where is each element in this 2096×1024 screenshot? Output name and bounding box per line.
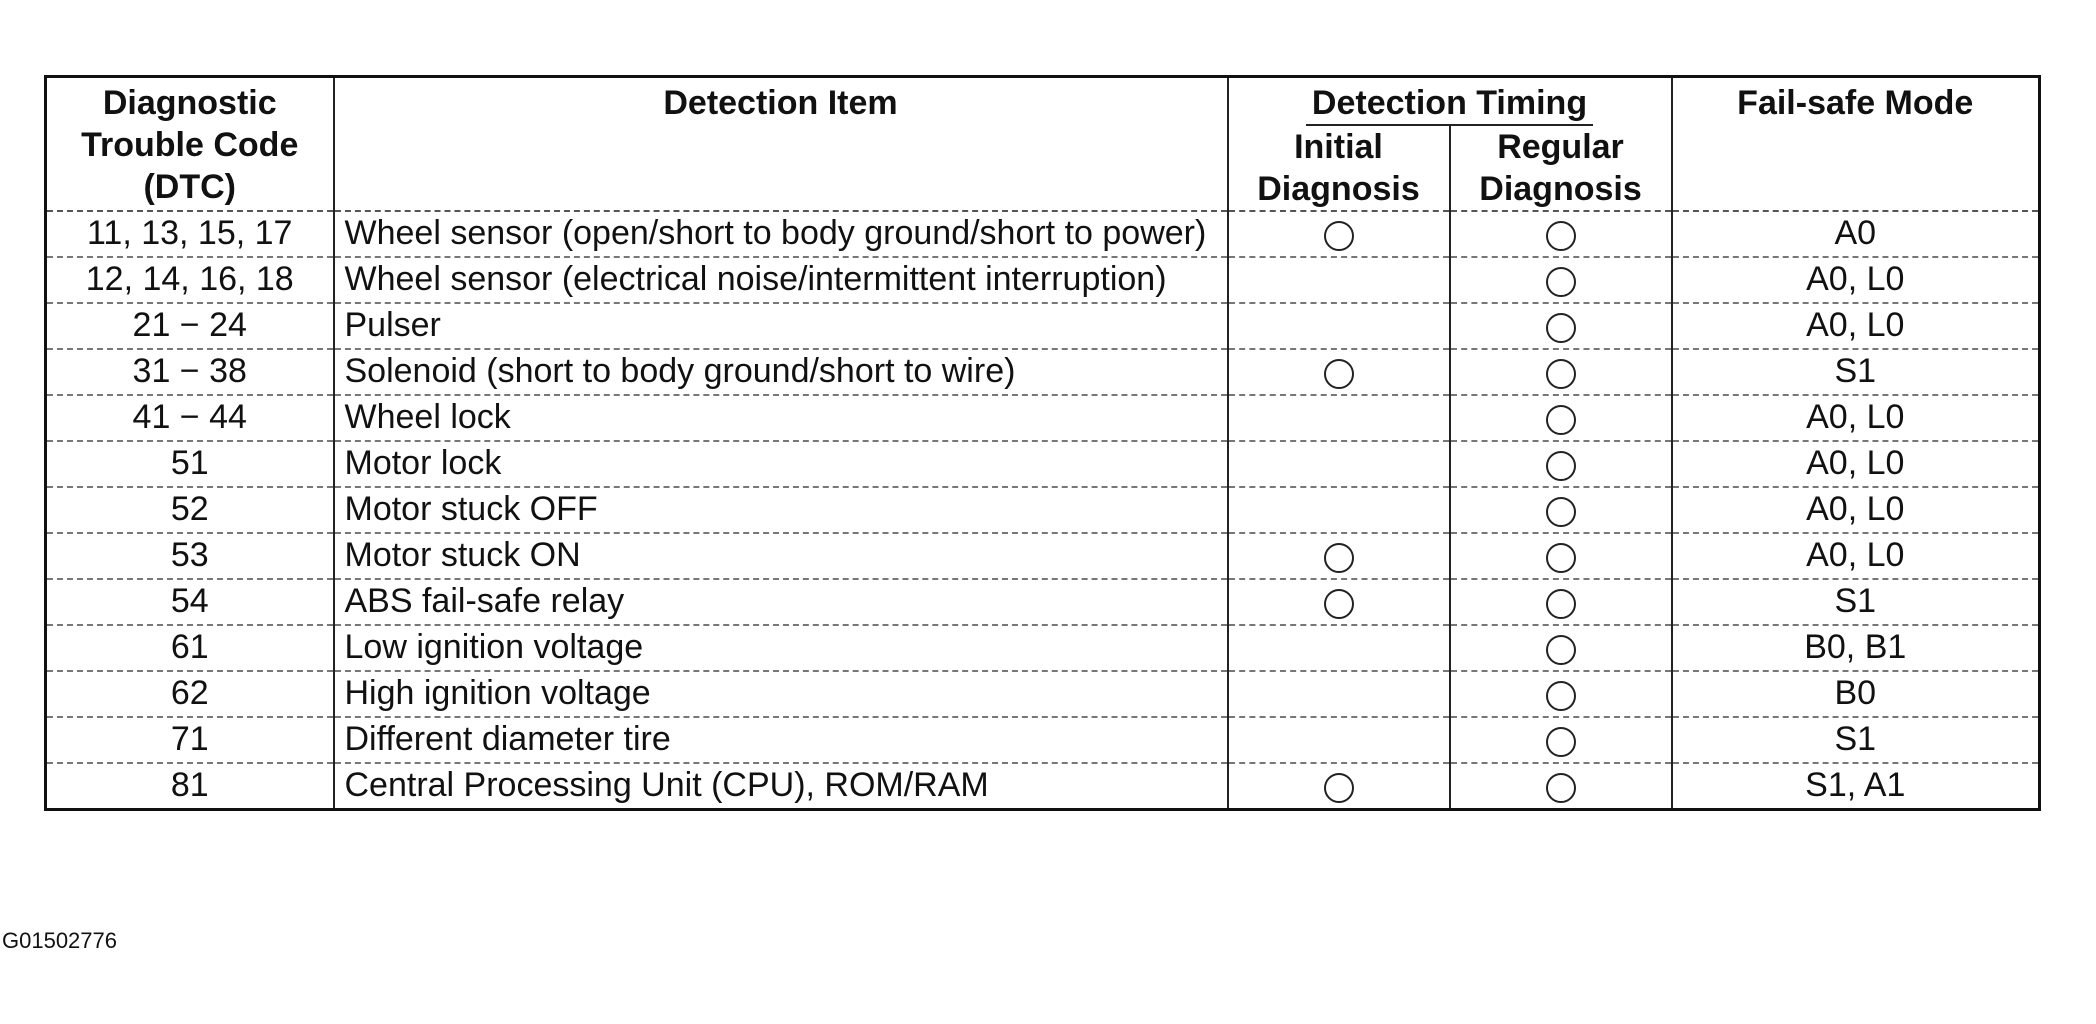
circle-icon (1546, 681, 1576, 711)
dtc-code: 62 (46, 671, 334, 717)
failsafe-mode: A0, L0 (1672, 257, 2040, 303)
header-detection-item: Detection Item (334, 77, 1228, 212)
dtc-code: 12, 14, 16, 18 (46, 257, 334, 303)
circle-icon (1546, 267, 1576, 297)
table-row (46, 717, 2040, 763)
failsafe-mode: A0, L0 (1672, 487, 2040, 533)
regular-diagnosis-cell (1450, 257, 1672, 303)
circle-icon (1546, 773, 1576, 803)
circle-icon (1324, 221, 1354, 251)
regular-diagnosis-cell (1450, 487, 1672, 533)
failsafe-mode: S1 (1672, 579, 2040, 625)
table-row (46, 441, 2040, 487)
dtc-table (44, 75, 2041, 811)
table-row (46, 487, 2040, 533)
detection-item: Different diameter tire (334, 717, 1228, 763)
detection-item: Motor stuck OFF (334, 487, 1228, 533)
initial-diagnosis-cell (1228, 671, 1450, 717)
initial-diagnosis-cell (1228, 625, 1450, 671)
header-detection-timing (1228, 77, 1672, 127)
initial-diagnosis-cell (1228, 717, 1450, 763)
circle-icon (1546, 359, 1576, 389)
initial-diagnosis-cell (1228, 303, 1450, 349)
table-row (46, 211, 2040, 257)
circle-icon (1324, 543, 1354, 573)
failsafe-mode: A0, L0 (1672, 441, 2040, 487)
header-initial-diagnosis: Initial Diagnosis (1228, 126, 1450, 211)
regular-diagnosis-cell (1450, 349, 1672, 395)
detection-item: Motor stuck ON (334, 533, 1228, 579)
dtc-code: 31 − 38 (46, 349, 334, 395)
failsafe-mode: A0, L0 (1672, 303, 2040, 349)
circle-icon (1324, 589, 1354, 619)
initial-diagnosis-cell (1228, 349, 1450, 395)
detection-item: Pulser (334, 303, 1228, 349)
circle-icon (1324, 773, 1354, 803)
table-row (46, 763, 2040, 810)
table-row (46, 349, 2040, 395)
table-header (46, 77, 2040, 212)
table-row (46, 671, 2040, 717)
table-body (46, 211, 2040, 810)
regular-diagnosis-cell (1450, 763, 1672, 810)
detection-item: Motor lock (334, 441, 1228, 487)
detection-item: ABS fail-safe relay (334, 579, 1228, 625)
detection-item: Wheel sensor (electrical noise/intermittent interruption) (334, 257, 1228, 303)
circle-icon (1546, 543, 1576, 573)
table-row (46, 257, 2040, 303)
detection-item: Solenoid (short to body ground/short to wire) (334, 349, 1228, 395)
dtc-code: 71 (46, 717, 334, 763)
initial-diagnosis-cell (1228, 487, 1450, 533)
dtc-code: 81 (46, 763, 334, 810)
initial-diagnosis-cell (1228, 763, 1450, 810)
detection-item: Wheel lock (334, 395, 1228, 441)
regular-diagnosis-cell (1450, 533, 1672, 579)
regular-diagnosis-cell (1450, 579, 1672, 625)
detection-item: Wheel sensor (open/short to body ground/short to power) (334, 211, 1228, 257)
detection-item: High ignition voltage (334, 671, 1228, 717)
circle-icon (1546, 727, 1576, 757)
initial-diagnosis-cell (1228, 395, 1450, 441)
failsafe-mode: A0, L0 (1672, 395, 2040, 441)
failsafe-mode: S1 (1672, 717, 2040, 763)
regular-diagnosis-cell (1450, 211, 1672, 257)
initial-diagnosis-cell (1228, 441, 1450, 487)
circle-icon (1546, 405, 1576, 435)
failsafe-mode: S1, A1 (1672, 763, 2040, 810)
table-row (46, 533, 2040, 579)
header-failsafe-mode: Fail-safe Mode (1672, 77, 2040, 212)
regular-diagnosis-cell (1450, 303, 1672, 349)
table-row (46, 303, 2040, 349)
circle-icon (1324, 359, 1354, 389)
initial-diagnosis-cell (1228, 579, 1450, 625)
header-detection-timing-label: Detection Timing (1306, 82, 1593, 126)
circle-icon (1546, 635, 1576, 665)
circle-icon (1546, 313, 1576, 343)
failsafe-mode: S1 (1672, 349, 2040, 395)
circle-icon (1546, 497, 1576, 527)
header-regular-diagnosis: Regular Diagnosis (1450, 126, 1672, 211)
regular-diagnosis-cell (1450, 717, 1672, 763)
regular-diagnosis-cell (1450, 395, 1672, 441)
dtc-code: 54 (46, 579, 334, 625)
dtc-code: 41 − 44 (46, 395, 334, 441)
failsafe-mode: B0, B1 (1672, 625, 2040, 671)
initial-diagnosis-cell (1228, 257, 1450, 303)
dtc-code: 52 (46, 487, 334, 533)
dtc-code: 53 (46, 533, 334, 579)
table-row (46, 579, 2040, 625)
table-row (46, 625, 2040, 671)
dtc-code: 21 − 24 (46, 303, 334, 349)
table-row (46, 395, 2040, 441)
circle-icon (1546, 589, 1576, 619)
failsafe-mode: B0 (1672, 671, 2040, 717)
detection-item: Low ignition voltage (334, 625, 1228, 671)
failsafe-mode: A0, L0 (1672, 533, 2040, 579)
regular-diagnosis-cell (1450, 625, 1672, 671)
dtc-code: 61 (46, 625, 334, 671)
initial-diagnosis-cell (1228, 533, 1450, 579)
circle-icon (1546, 221, 1576, 251)
dtc-code: 11, 13, 15, 17 (46, 211, 334, 257)
circle-icon (1546, 451, 1576, 481)
detection-item: Central Processing Unit (CPU), ROM/RAM (334, 763, 1228, 810)
regular-diagnosis-cell (1450, 441, 1672, 487)
header-dtc: Diagnostic Trouble Code (DTC) (46, 77, 334, 212)
regular-diagnosis-cell (1450, 671, 1672, 717)
failsafe-mode: A0 (1672, 211, 2040, 257)
dtc-code: 51 (46, 441, 334, 487)
figure-id: G01502776 (2, 928, 117, 953)
initial-diagnosis-cell (1228, 211, 1450, 257)
